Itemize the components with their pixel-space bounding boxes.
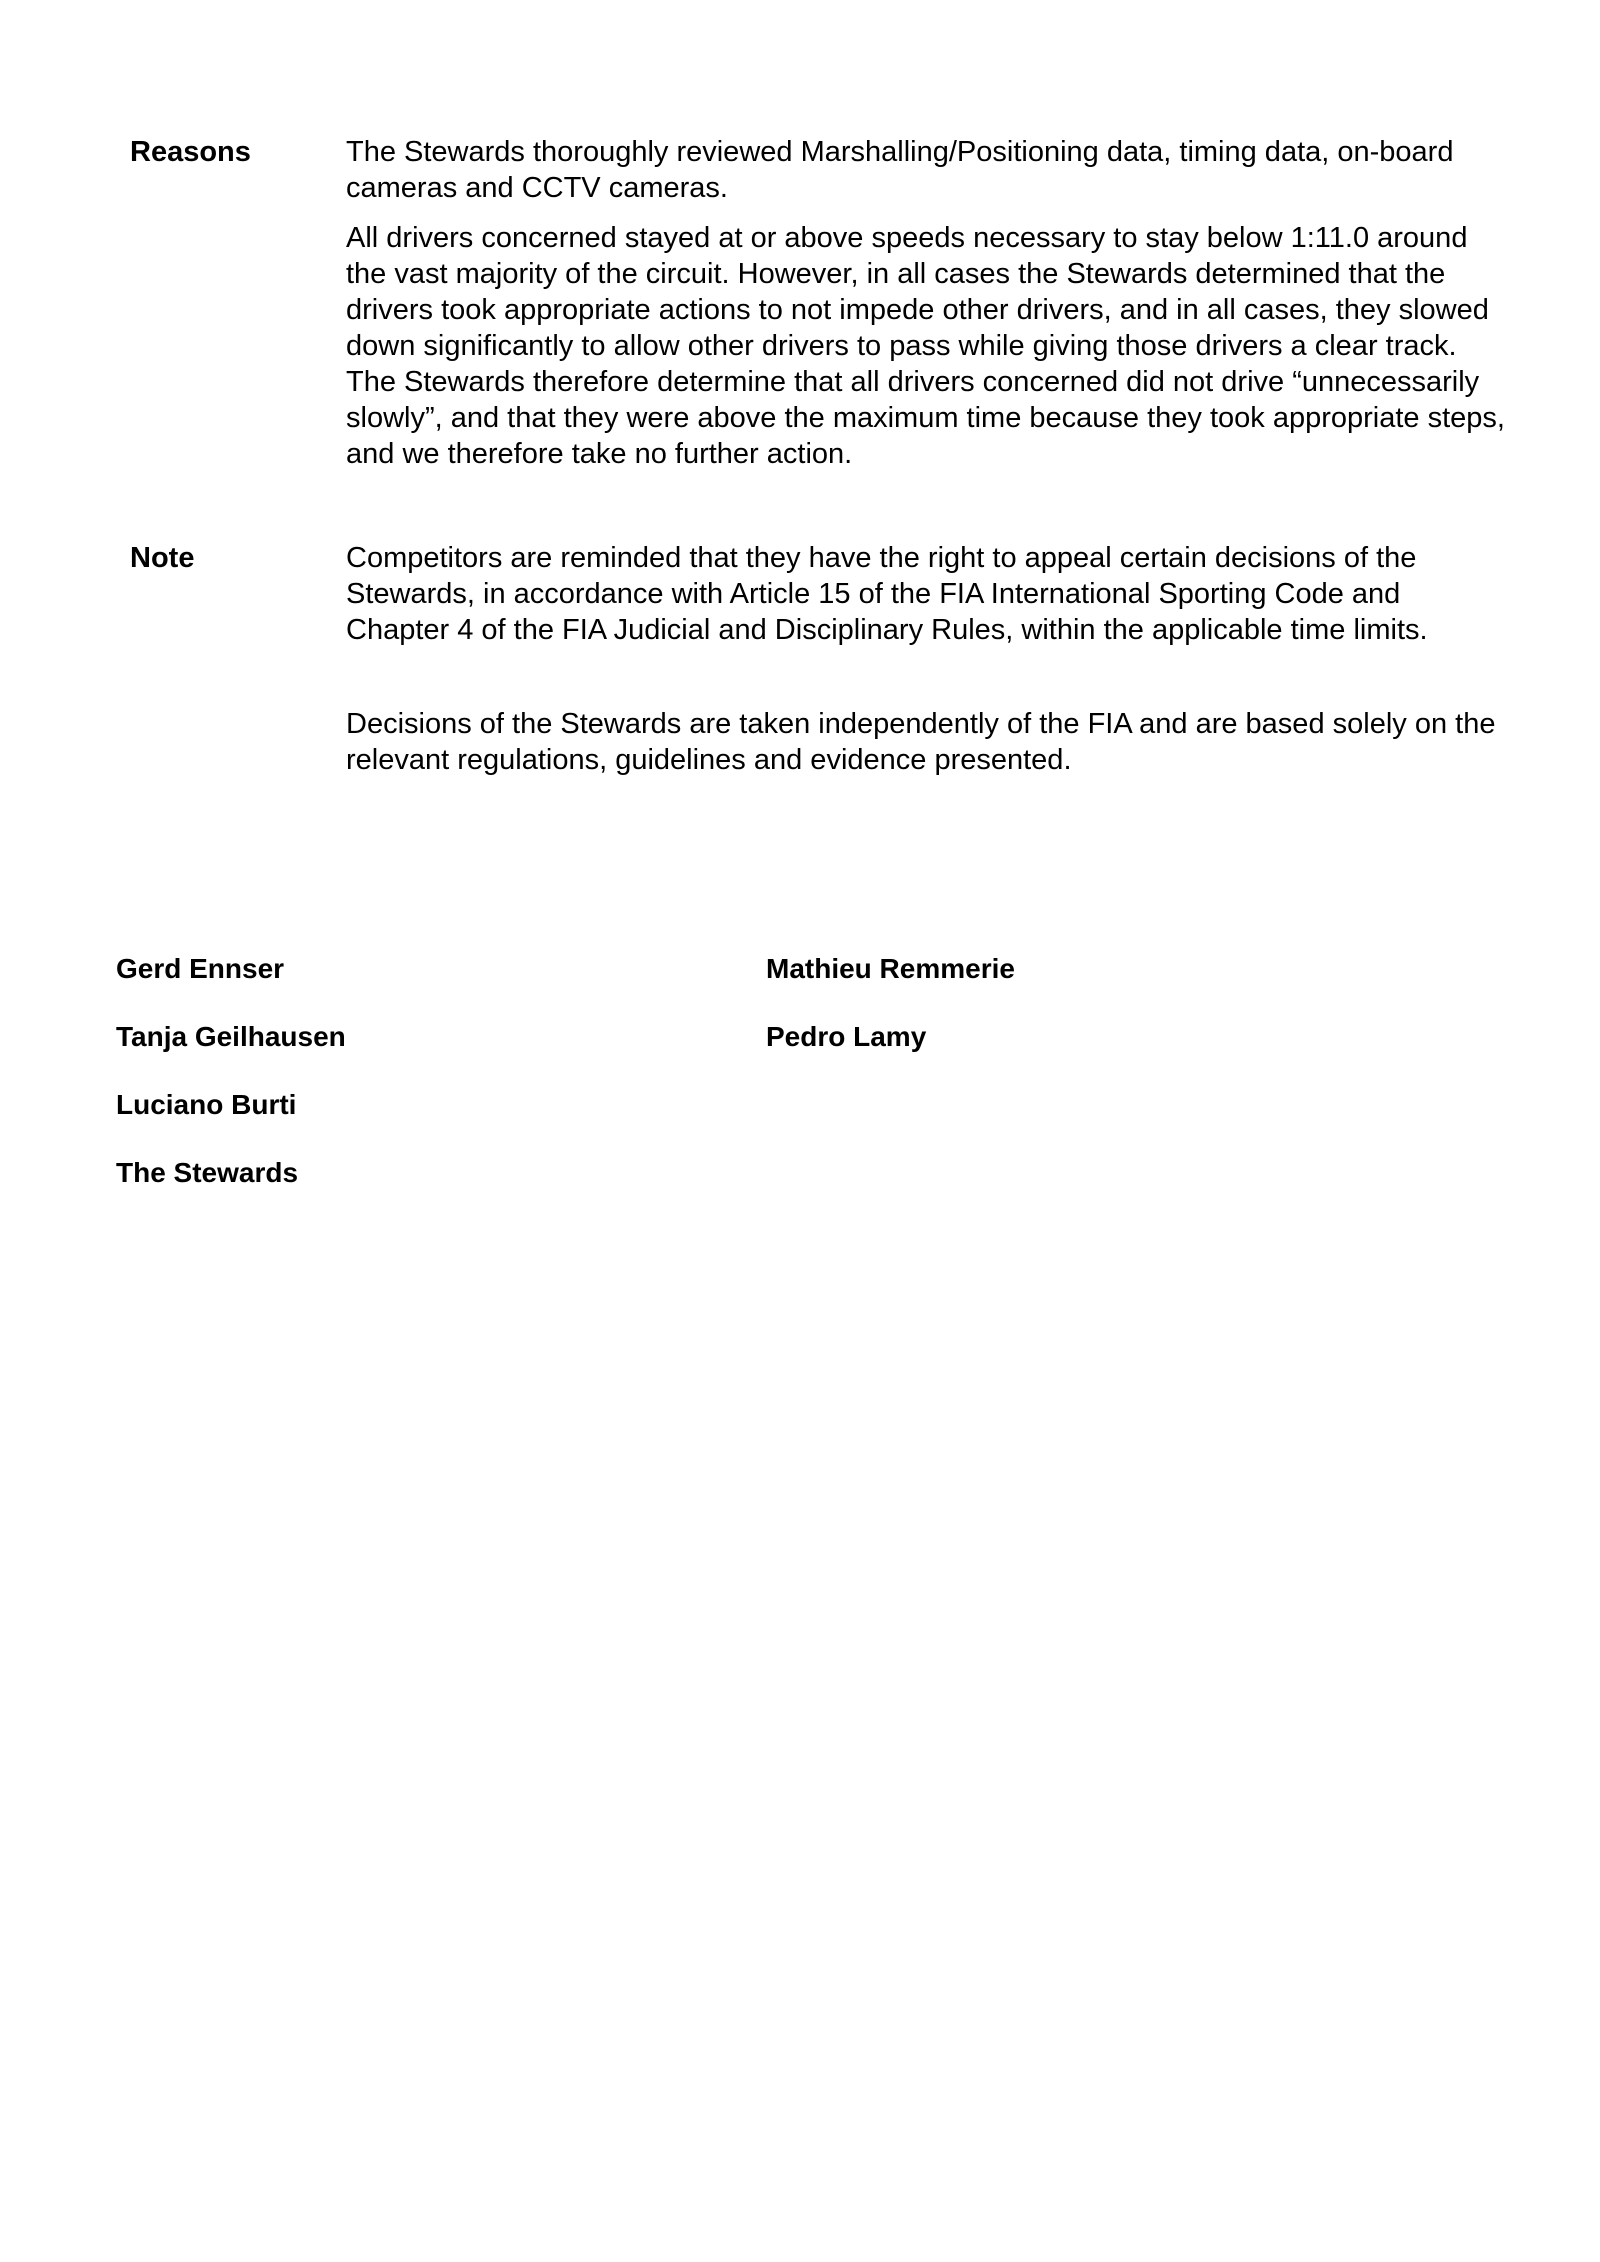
signature-closing: The Stewards bbox=[116, 1157, 299, 1188]
reasons-label: Reasons bbox=[130, 136, 251, 168]
steward-name: Gerd Ennser bbox=[116, 953, 285, 984]
steward-name: Luciano Burti bbox=[116, 1089, 297, 1120]
reasons-content bbox=[346, 134, 1506, 472]
note-label: Note bbox=[130, 542, 195, 574]
reasons-paragraph-2: All drivers concerned stayed at or above speeds necessary to stay below 1:11.0 around the vast majority of the circuit. However, in all cases the Stewards determined that the drivers took appropriate actions to not impede other drivers, and in all cases, they slowed down significantly to allow other drivers to pass while giving those drivers a clear track. The Stewards therefore determine that all drivers concerned did not drive “unnecessarily slowly”, and that they were above the maximum time because they took appropriate steps, and we therefore take no further action. bbox=[346, 222, 1505, 470]
note-content bbox=[346, 540, 1506, 778]
reasons-paragraph-1: The Stewards thoroughly reviewed Marshalling/Positioning data, timing data, on-board cameras and CCTV cameras. bbox=[346, 136, 1454, 204]
note-paragraph-2: Decisions of the Stewards are taken independently of the FIA and are based solely on the relevant regulations, guidelines and evidence presented. bbox=[346, 708, 1496, 776]
note-paragraph-1: Competitors are reminded that they have the right to appeal certain decisions of the Stewards, in accordance with Article 15 of the FIA International Sporting Code and Chapter 4 of the FIA Judicial and Disciplinary Rules, within the applicable time limits. bbox=[346, 542, 1428, 646]
steward-name: Tanja Geilhausen bbox=[116, 1021, 346, 1052]
steward-name: Mathieu Remmerie bbox=[766, 953, 1015, 984]
steward-name: Pedro Lamy bbox=[766, 1021, 927, 1052]
